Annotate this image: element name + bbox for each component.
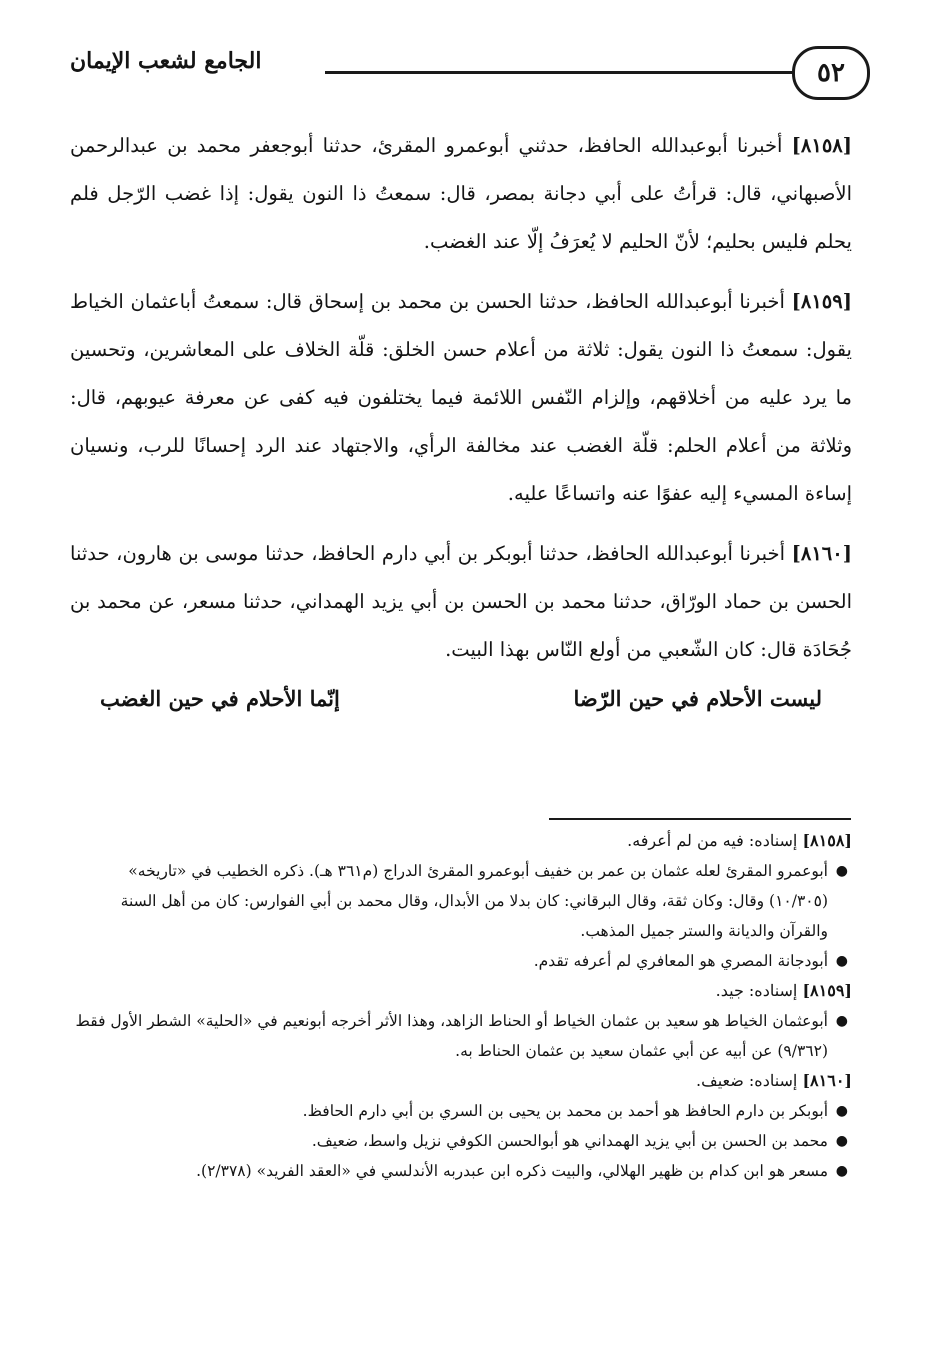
header-rule: [325, 71, 795, 74]
footnote-verdict: إسناده: ضعيف.: [696, 1071, 798, 1090]
footnote-bullet: ● أبودجانة المصري هو المعافري لم أعرفه تقدم.: [75, 946, 852, 976]
hadith-number: [٨١٥٨]: [791, 134, 853, 157]
footnote-8158: [75, 826, 852, 856]
main-text: [70, 122, 852, 711]
page-number: ٥٢: [792, 46, 870, 100]
hadith-number: [٨١٥٩]: [791, 290, 852, 313]
verse-second-hemistich: إنّما الأحلام في حين الغضب: [100, 686, 340, 711]
bullet-icon: ●: [835, 1013, 848, 1029]
footnote-number: [٨١٥٩]: [802, 981, 852, 1000]
hadith-text: أخبرنا أبوعبدالله الحافظ، حدثني أبوعمرو المقرئ، حدثنا أبوجعفر محمد بن عبدالرحمن الأصبهاني، قال: قرأتُ على أبي دجانة بمصر، قال: سمعتُ ذا النون يقول: إذا غضب الرّجل فلم يحلم فليس بحليم؛ لأنّ الحليم لا يُعرَفُ إلّا عند الغضب.: [70, 134, 852, 253]
footnote-8158-list: [75, 856, 852, 976]
footnote-number: [٨١٥٨]: [802, 831, 852, 850]
footnote-bullet: ● أبوبكر بن دارم الحافظ هو أحمد بن محمد بن يحيى بن السري بن أبي دارم الحافظ.: [75, 1096, 852, 1126]
hadith-8158: [70, 122, 852, 266]
footnote-8159: [75, 976, 852, 1006]
bullet-icon: ●: [835, 1133, 848, 1149]
hadith-8160: [70, 530, 852, 674]
footnote-separator: [549, 818, 851, 820]
hadith-text: أخبرنا أبوعبدالله الحافظ، حدثنا أبوبكر بن أبي دارم الحافظ، حدثنا موسى بن هارون، حدثنا الحسن بن حماد الورّاق، حدثنا محمد بن الحسن بن أبي يزيد الهمداني، حدثنا مسعر، عن محمد بن جُحَادَة قال: كان الشّعبي من أولع النّاس بهذا البيت.: [70, 542, 852, 661]
verse-first-hemistich: ليست الأحلام في حين الرّضا: [573, 686, 822, 711]
footnote-8159-list: [75, 1006, 852, 1066]
bullet-icon: ●: [835, 953, 848, 969]
footnote-bullet: ● أبوعثمان الخياط هو سعيد بن عثمان الخياط أو الحناط الزاهد، وهذا الأثر أخرجه أبونعيم في «الحلية» الشطر الأول فقط (٩/٣٦٢) عن أبيه عن أبي عثمان سعيد بن عثمان الحناط به.: [75, 1006, 852, 1066]
bullet-icon: ●: [835, 1103, 848, 1119]
hadith-number: [٨١٦٠]: [791, 542, 852, 565]
poetry-verse: [70, 686, 852, 711]
footnote-bullet: ● أبوعمرو المقرئ لعله عثمان بن عمر بن خفيف أبوعمرو المقرئ الدراج (م٣٦١ هـ). ذكره الخطيب في «تاريخه» (١٠/٣٠٥) وقال: وكان ثقة، وقال البرقاني: كان بدلا من الأبدال، وقال محمد بن أبي الفوارس: كان من أهل السنة والقرآن والديانة والستر جميل المذهب.: [75, 856, 852, 946]
footnote-bullet: ● محمد بن الحسن بن أبي يزيد الهمداني هو أبوالحسن الكوفي نزيل واسط، ضعيف.: [75, 1126, 852, 1156]
bullet-icon: ●: [835, 863, 848, 879]
footnote-verdict: إسناده: جيد.: [715, 981, 798, 1000]
bullet-icon: ●: [835, 1163, 848, 1179]
footnote-verdict: إسناده: فيه من لم أعرفه.: [627, 831, 798, 850]
hadith-8159: [70, 278, 852, 518]
page-header: [70, 40, 870, 110]
footnote-bullet: ● مسعر هو ابن كدام بن ظهير الهلالي، والبيت ذكره ابن عبدربه الأندلسي في «العقد الفريد» (٢/٣٧٨).: [75, 1156, 852, 1186]
footnote-number: [٨١٦٠]: [802, 1071, 852, 1090]
book-title: الجامع لشعب الإيمان: [70, 48, 262, 74]
hadith-text: أخبرنا أبوعبدالله الحافظ، حدثنا الحسن بن محمد بن إسحاق قال: سمعتُ أباعثمان الخياط يقول: سمعتُ ذا النون يقول: ثلاثة من أعلام حسن الخلق: قلّة الخلاف على المعاشرين، وتحسين ما يرد عليه من أخلاقهم، وإلزام النّفس اللائمة فيما يختلفون فيه كفى عن معرفة عيوبهم، قال: وثلاثة من أعلام الحلم: قلّة الغضب عند مخالفة الرأي، والاجتهاد عند الرد إحسانًا للرب، ونسيان إساءة المسيء إليه عفوًا عنه واتساعًا عليه.: [70, 290, 852, 505]
footnote-8160: [75, 1066, 852, 1096]
footnotes: [75, 826, 852, 1186]
footnote-8160-list: [75, 1096, 852, 1186]
